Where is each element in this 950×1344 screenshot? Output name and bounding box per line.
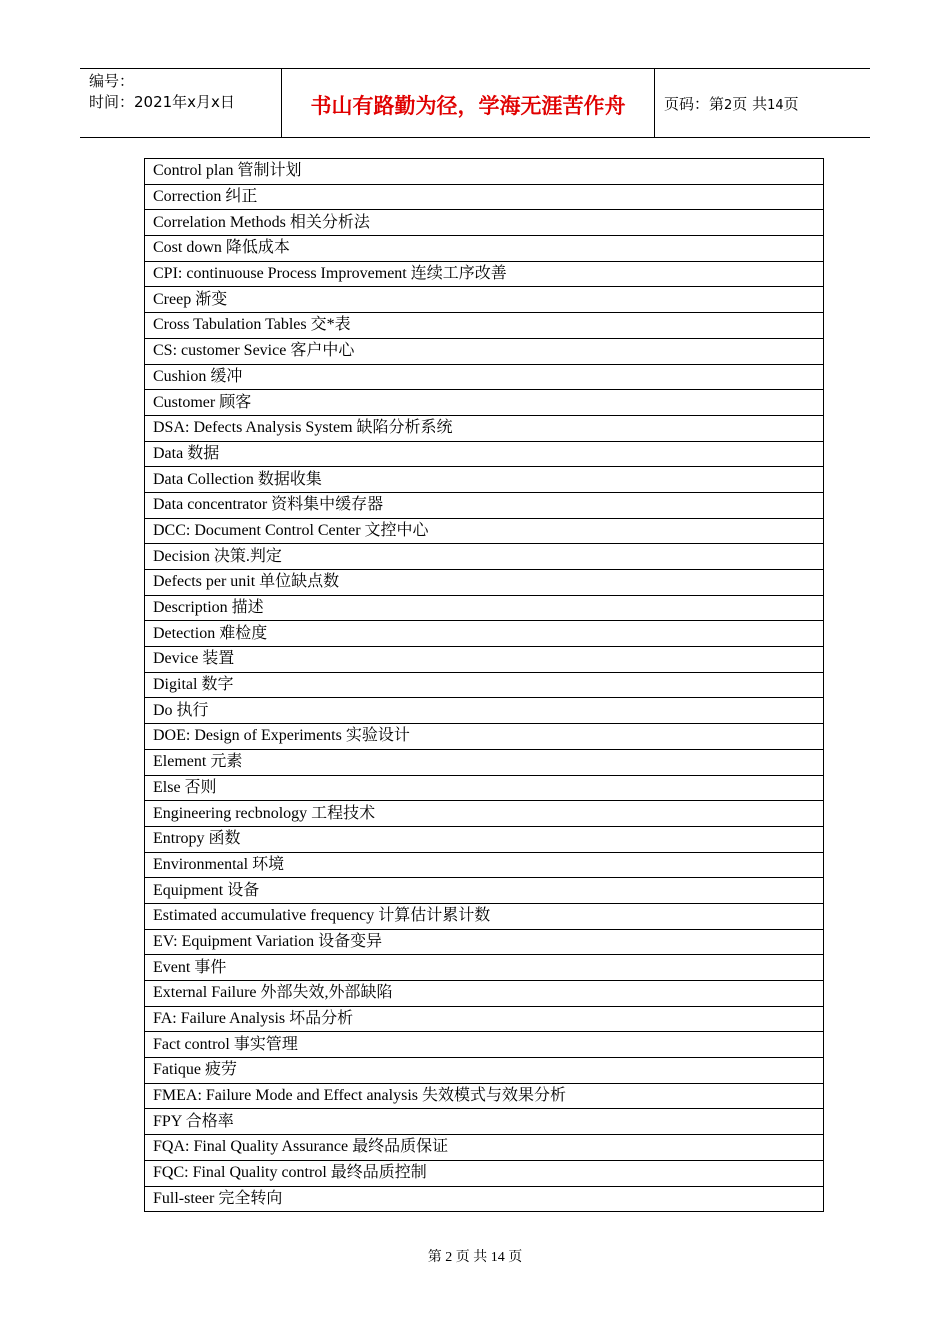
glossary-term: Entropy 函数: [145, 826, 824, 852]
table-row: [145, 287, 824, 313]
glossary-term: DCC: Document Control Center 文控中心: [145, 518, 824, 544]
table-row: [145, 698, 824, 724]
table-row: [145, 1083, 824, 1109]
table-row: [145, 467, 824, 493]
page-current: 2: [724, 98, 733, 113]
table-row: [145, 775, 824, 801]
table-row: [145, 852, 824, 878]
table-row: [145, 955, 824, 981]
glossary-term: Data Collection 数据收集: [145, 467, 824, 493]
glossary-term: Engineering recbnology 工程技术: [145, 801, 824, 827]
glossary-term: Environmental 环境: [145, 852, 824, 878]
table-row: [145, 929, 824, 955]
glossary-term: Creep 渐变: [145, 287, 824, 313]
header-meta: [89, 71, 279, 113]
header-motto: 书山有路勤为径，学海无涯苦作舟: [310, 94, 626, 118]
table-row: [145, 1135, 824, 1161]
glossary-term: Fatique 疲劳: [145, 1058, 824, 1084]
table-row: [145, 518, 824, 544]
table-row: [145, 184, 824, 210]
table-row: [145, 236, 824, 262]
glossary-term: Detection 难检度: [145, 621, 824, 647]
glossary-term: FMEA: Failure Mode and Effect analysis 失效模式与效果分析: [145, 1083, 824, 1109]
header-divider: [654, 69, 655, 137]
glossary-term: FQA: Final Quality Assurance 最终品质保证: [145, 1135, 824, 1161]
table-row: [145, 492, 824, 518]
table-row: [145, 981, 824, 1007]
table-row: [145, 878, 824, 904]
glossary-term: FA: Failure Analysis 坏品分析: [145, 1006, 824, 1032]
page-mid: 页 共: [732, 95, 768, 113]
page-suffix: 页: [783, 95, 799, 113]
glossary-term: Digital 数字: [145, 672, 824, 698]
glossary-term: Equipment 设备: [145, 878, 824, 904]
table-row: [145, 415, 824, 441]
table-row: [145, 544, 824, 570]
table-row: [145, 338, 824, 364]
time-label: 时间：2021年x月x日: [89, 93, 235, 111]
glossary-term: Full-steer 完全转向: [145, 1186, 824, 1212]
glossary-term: FQC: Final Quality control 最终品质控制: [145, 1160, 824, 1186]
glossary-term: External Failure 外部失效,外部缺陷: [145, 981, 824, 1007]
table-row: [145, 1160, 824, 1186]
table-row: [145, 1032, 824, 1058]
glossary-term: FPY 合格率: [145, 1109, 824, 1135]
table-row: [145, 672, 824, 698]
table-row: [145, 826, 824, 852]
glossary-term: Correlation Methods 相关分析法: [145, 210, 824, 236]
glossary-term: DSA: Defects Analysis System 缺陷分析系统: [145, 415, 824, 441]
glossary-term: CPI: continuouse Process Improvement 连续工序改善: [145, 261, 824, 287]
table-row: [145, 801, 824, 827]
glossary-term: Device 装置: [145, 647, 824, 673]
glossary-term: Cost down 降低成本: [145, 236, 824, 262]
header-page-number: [664, 93, 799, 114]
table-row: [145, 210, 824, 236]
table-row: [145, 1058, 824, 1084]
table-row: [145, 159, 824, 185]
glossary-term: DOE: Design of Experiments 实验设计: [145, 724, 824, 750]
glossary-term: Correction 纠正: [145, 184, 824, 210]
table-row: [145, 390, 824, 416]
glossary-term: Defects per unit 单位缺点数: [145, 570, 824, 596]
page-label-prefix: 页码：第: [664, 95, 725, 113]
table-row: [145, 1186, 824, 1212]
table-row: [145, 903, 824, 929]
table-row: [145, 647, 824, 673]
glossary-term: Event 事件: [145, 955, 824, 981]
glossary-term: Else 否则: [145, 775, 824, 801]
glossary-term: Control plan 管制计划: [145, 159, 824, 185]
glossary-term: Data concentrator 资料集中缓存器: [145, 492, 824, 518]
glossary-term: EV: Equipment Variation 设备变异: [145, 929, 824, 955]
table-row: [145, 749, 824, 775]
table-row: [145, 1006, 824, 1032]
table-row: [145, 595, 824, 621]
glossary-term: Estimated accumulative frequency 计算估计累计数: [145, 903, 824, 929]
table-row: [145, 261, 824, 287]
page-total: 14: [767, 98, 784, 113]
table-row: [145, 364, 824, 390]
glossary-table: [144, 158, 824, 1212]
glossary-term: Description 描述: [145, 595, 824, 621]
number-label: 编号：: [89, 72, 135, 90]
glossary-term: Cross Tabulation Tables 交*表: [145, 313, 824, 339]
table-row: [145, 1109, 824, 1135]
glossary-term: Do 执行: [145, 698, 824, 724]
page-footer: 第 2 页 共 14 页: [427, 1250, 523, 1265]
table-row: [145, 570, 824, 596]
glossary-term: Data 数据: [145, 441, 824, 467]
table-row: [145, 724, 824, 750]
glossary-term: Cushion 缓冲: [145, 364, 824, 390]
page-header: [80, 68, 870, 138]
glossary-term: Fact control 事实管理: [145, 1032, 824, 1058]
glossary-term: Customer 顾客: [145, 390, 824, 416]
table-row: [145, 313, 824, 339]
table-row: [145, 441, 824, 467]
table-row: [145, 621, 824, 647]
glossary-term: Element 元素: [145, 749, 824, 775]
glossary-term: Decision 决策.判定: [145, 544, 824, 570]
glossary-body: [145, 159, 824, 1212]
glossary-term: CS: customer Sevice 客户中心: [145, 338, 824, 364]
